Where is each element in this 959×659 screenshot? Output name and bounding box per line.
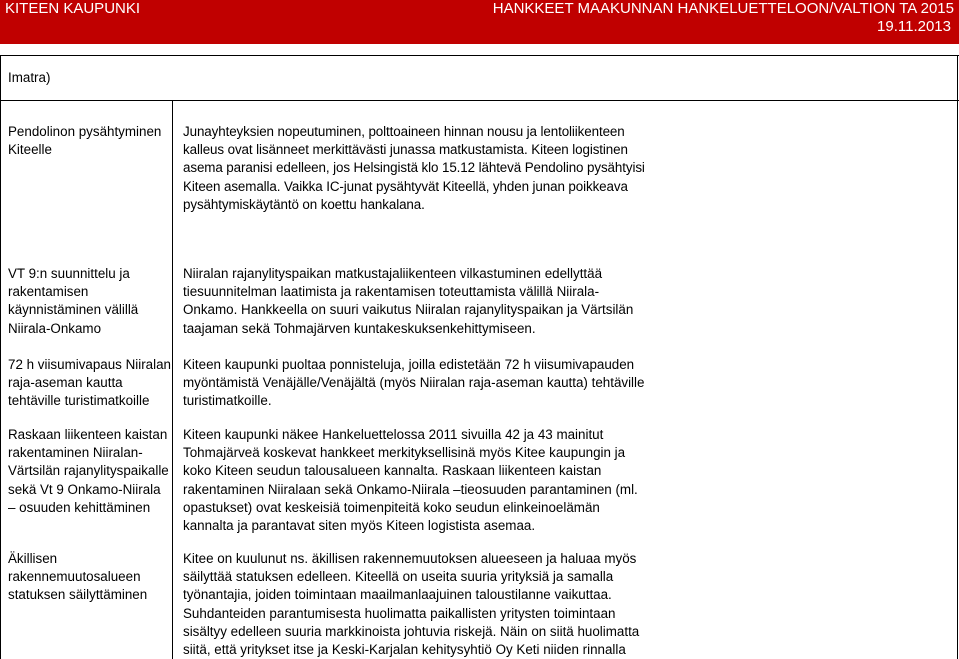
project-title: Raskaan liikenteen kaistan rakentaminen Niiralan-Värtsilän rajanylityspaikalle sekä Vt 9 Onkamo-Niirala – osuuden kehittäminen bbox=[8, 427, 169, 515]
project-description: Junayhteyksien nopeutuminen, polttoaineen hinnan nousu ja lentoliikenteen kalleus ovat lisänneet merkittävästi junassa matkustamista. Kiteen logistinen asema paranisi edelleen, jos Helsingistä klo 15.12 lähtevä Pendolino pysähtyisi Kiteen asemalla. Vaikka IC-junat pysähtyvät Kiteellä, yhden junan poikkeava pysähtymiskäytäntö on koettu hankalana. bbox=[183, 124, 645, 212]
table-rule bbox=[957, 55, 958, 659]
organization-name: KITEEN KAUPUNKI bbox=[5, 0, 141, 17]
document-date: 19.11.2013 bbox=[877, 18, 951, 35]
document-title: HANKKEET MAAKUNNAN HANKELUETTELOON/VALTION TA 2015 bbox=[492, 0, 954, 17]
table-row-continuation: Imatra) bbox=[8, 70, 51, 85]
project-description: Kiteen kaupunki näkee Hankeluettelossa 2011 sivuilla 42 ja 43 mainitut Tohmajärveä koskevat hankkeet merkityksellisinä myös Kitee kaupungin ja koko Kiteen seudun talousalueen kannalta. Raskaan liikenteen kaistan rakentaminen Niiralaan sekä Onkamo-Niirala –tieosuuden parantaminen (ml. opastukset) ovat keskeisiä toimenpiteitä koko seudun elinkeinoelämän kannalta ja parantavat siten myös Kiteen logistista asemaa. bbox=[183, 427, 638, 534]
table-rule bbox=[0, 100, 959, 101]
project-title: 72 h viisumivapaus Niiralan raja-aseman kautta tehtäville turistimatkoille bbox=[8, 357, 171, 409]
project-title: Äkillisen rakennemuutosalueen statuksen säilyttäminen bbox=[8, 551, 148, 603]
table-rule bbox=[0, 55, 1, 659]
page-header bbox=[0, 0, 959, 44]
project-description: Kitee on kuulunut ns. äkillisen rakennemuutoksen alueeseen ja haluaa myös säilyttää statuksen edelleen. Kiteellä on useita suuria yrityksiä ja samalla työnantajia, joiden toimintaan maailmanlaajuinen taloustilanne vaikuttaa. Suhdanteiden parantumisesta huolimatta paikallisten yritysten toimintaan sisältyy edelleen suuria markkinoista johtuvia riskejä. Näin on siitä huolimatta siitä, että yritykset itse ja Keski-Karjalan kehitysyhtiö Oy Keti niiden rinnalla bbox=[183, 551, 640, 658]
project-title: VT 9:n suunnittelu ja rakentamisen käynnistäminen välillä Niirala-Onkamo bbox=[8, 266, 139, 336]
project-description: Niiralan rajanylityspaikan matkustajaliikenteen vilkastuminen edellyttää tiesuunnitelman laatimista ja rakentamisen toteuttamista välillä Niirala-Onkamo. Hankkeella on suuri vaikutus Niiralan rajanylityspaikan ja Värtsilän taajaman sekä Tohmajärven kuntakeskuksenkehittymiseen. bbox=[183, 266, 634, 336]
project-description: Kiteen kaupunki puoltaa ponnisteluja, joilla edistetään 72 h viisumivapauden myöntämistä Venäjälle/Venäjältä (myös Niiralan raja-aseman kautta) tehtäville turistimatkoille. bbox=[183, 357, 645, 409]
project-title: Pendolinon pysähtyminen Kiteelle bbox=[8, 124, 162, 158]
table-rule bbox=[0, 55, 959, 56]
